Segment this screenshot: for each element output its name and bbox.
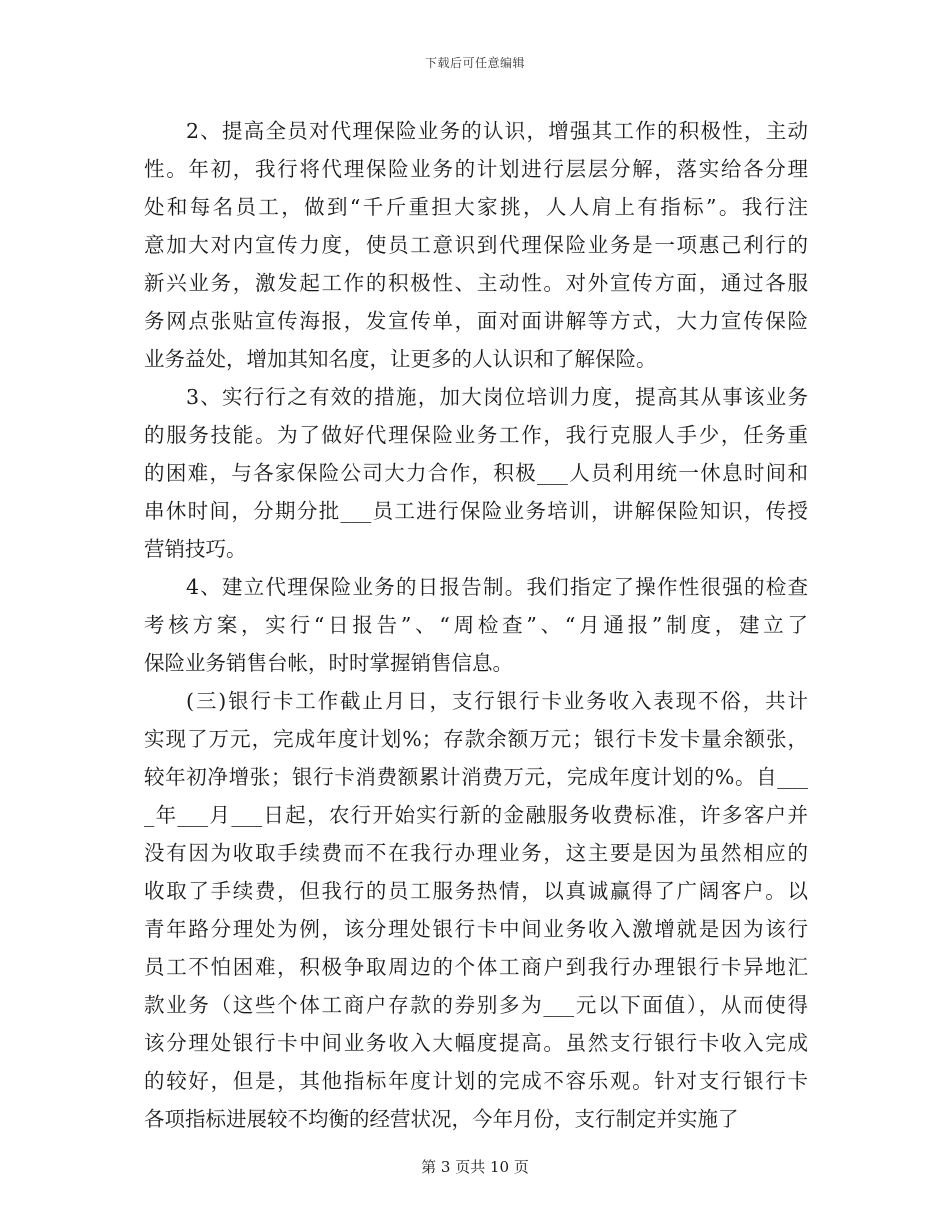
text-line: 2、提高全员对代理保险业务的认识，增强其工作的积极性，主动 <box>186 119 808 143</box>
text-line: 考核方案，实行“日报告”、“周检查”、“月通报”制度，建立了 <box>144 613 808 637</box>
text-line: 款业务（这些个体工商户存款的券别多为___元以下面值），从而使得 <box>144 993 808 1017</box>
text-line: _年___月___日起，农行开始实行新的金融服务收费标准，许多客户并 <box>144 803 808 827</box>
text-line: 新兴业务，激发起工作的积极性、主动性。对外宣传方面，通过各服 <box>144 271 808 295</box>
text-line: 收取了手续费，但我行的员工服务热情，以真诚赢得了广阔客户。以 <box>144 879 808 903</box>
text-line: 3、实行行之有效的措施，加大岗位培训力度，提高其从事该业务 <box>186 385 808 409</box>
text-line: 的困难，与各家保险公司大力合作，积极___人员利用统一休息时间和 <box>144 461 808 485</box>
page-number: 第 3 页共 10 页 <box>421 1158 529 1176</box>
text-line: 没有因为收取手续费而不在我行办理业务，这主要是因为虽然相应的 <box>144 841 808 865</box>
text-line: 务网点张贴宣传海报，发宣传单，面对面讲解等方式，大力宣传保险 <box>144 309 808 333</box>
text-line: 串休时间，分期分批___员工进行保险业务培训，讲解保险知识，传授 <box>144 499 808 523</box>
text-line: 业务益处，增加其知名度，让更多的人认识和了解保险。 <box>144 347 657 371</box>
text-line: 青年路分理处为例，该分理处银行卡中间业务收入激增就是因为该行 <box>144 917 808 941</box>
document-body <box>144 112 808 1138</box>
text-line: 较年初净增张；银行卡消费额累计消费万元，完成年度计划的%。自___ <box>144 765 808 789</box>
text-line: 各项指标进展较不均衡的经营状况，今年月份，支行制定并实施了 <box>144 1107 739 1131</box>
text-line: 保险业务销售台帐，时时掌握销售信息。 <box>144 651 513 675</box>
text-line: 性。年初，我行将代理保险业务的计划进行层层分解，落实给各分理 <box>144 157 808 181</box>
text-line: 该分理处银行卡中间业务收入大幅度提高。虽然支行银行卡收入完成 <box>144 1031 808 1055</box>
text-line: 处和每名员工，做到“千斤重担大家挑，人人肩上有指标”。我行注 <box>144 195 808 219</box>
text-line: (三)银行卡工作截止月日，支行银行卡业务收入表现不俗，共计 <box>186 689 808 713</box>
text-line: 实现了万元，完成年度计划%；存款余额万元；银行卡发卡量余额张， <box>144 727 808 751</box>
text-line: 员工不怕困难，积极争取周边的个体工商户到我行办理银行卡异地汇 <box>144 955 808 979</box>
page-header: 下载后可任意编辑 <box>424 56 525 70</box>
text-line: 4、建立代理保险业务的日报告制。我们指定了操作性很强的检查 <box>186 575 808 599</box>
text-line: 意加大对内宣传力度，使员工意识到代理保险业务是一项惠己利行的 <box>144 233 808 257</box>
text-line: 营销技巧。 <box>144 537 247 561</box>
text-line: 的较好，但是，其他指标年度计划的完成不容乐观。针对支行银行卡 <box>144 1069 808 1093</box>
text-line: 的服务技能。为了做好代理保险业务工作，我行克服人手少，任务重 <box>144 423 808 447</box>
